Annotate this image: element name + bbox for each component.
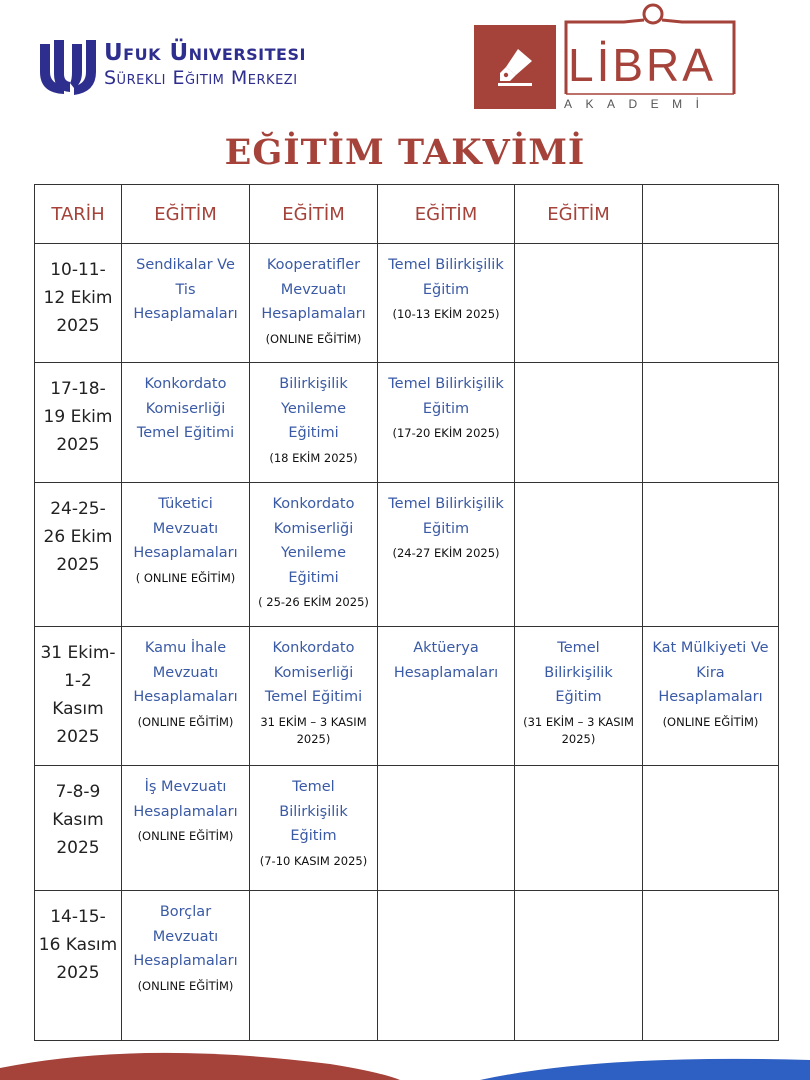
course-title-line: Bilirkişilik: [279, 803, 348, 820]
course-note: [250, 714, 377, 748]
course-title-line: Temel: [292, 779, 335, 795]
date-cell: [35, 627, 122, 766]
course-cell: [122, 766, 250, 891]
course-note-line: (10-13 EKİM 2025): [392, 307, 500, 321]
course-title-line: Konkordato: [272, 496, 355, 512]
page-title: EĞİTİM TAKVİMİ: [224, 132, 586, 173]
course-cell: [643, 766, 779, 891]
course-note: [515, 714, 642, 748]
course-title-line: İş Mevzuatı: [144, 779, 227, 795]
date-line: 2025: [56, 555, 100, 575]
course-title-line: Eğitim: [555, 689, 602, 705]
course-cell: [643, 627, 779, 766]
date-line: 2025: [56, 727, 100, 747]
date-cell: [35, 244, 122, 363]
course-cell: [643, 363, 779, 483]
ufuk-wordmark: [104, 40, 306, 90]
course-note-line: (ONLINE EĞİTİM): [662, 714, 759, 729]
course-title-line: Aktüerya: [413, 640, 479, 656]
course-cell: [250, 766, 378, 891]
course-note: [250, 450, 377, 467]
course-note-line: (24-27 EKİM 2025): [392, 546, 500, 560]
course-cell: [250, 483, 378, 627]
course-title-line: Eğitim: [422, 520, 470, 537]
course-note: [122, 828, 249, 845]
table-row: [35, 363, 779, 483]
libra-subtitle: AKADEMİ: [564, 97, 713, 111]
course-note-line: (ONLINE EĞİTİM): [265, 331, 362, 346]
course-cell: [515, 891, 643, 1041]
course-title-line: Temel Eğitimi: [264, 689, 363, 705]
course-cell: [378, 627, 515, 766]
header-training-5: [643, 185, 779, 244]
course-cell: [122, 363, 250, 483]
table-row: [35, 891, 779, 1041]
course-title-line: Bilirkişilik: [544, 664, 613, 681]
course-title-line: Kooperatifler: [266, 257, 361, 273]
course-note: [378, 306, 514, 323]
course-title-line: Temel Bilirkişilik: [388, 496, 504, 512]
course-title-line: Kamu İhale: [144, 640, 227, 656]
training-calendar-table: [34, 184, 779, 1041]
date-line: 1-2: [64, 671, 92, 691]
course-title-line: Temel Bilirkişilik: [388, 376, 504, 392]
date-line: 12 Ekim: [43, 288, 113, 308]
course-note-line: (17-20 EKİM 2025): [392, 426, 500, 440]
course-title-line: Eğitimi: [288, 569, 339, 586]
course-note-line: ( 25-26 EKİM 2025): [258, 595, 369, 609]
course-note: [122, 570, 249, 587]
date-line: 2025: [56, 435, 100, 455]
course-title-line: Yenileme: [280, 545, 347, 561]
course-title-line: Temel Bilirkişilik: [388, 257, 504, 273]
course-cell: [250, 363, 378, 483]
header-training-3: EĞİTİM: [378, 185, 515, 244]
course-title-line: Mevzuatı: [152, 928, 219, 945]
page-header: [0, 0, 810, 125]
course-cell: [378, 766, 515, 891]
date-line: 19 Ekim: [43, 407, 113, 427]
date-line: 14-15-: [50, 907, 106, 927]
course-title-line: Mevzuatı: [280, 281, 347, 298]
course-title-line: Konkordato: [272, 640, 355, 656]
date-line: 2025: [56, 963, 100, 983]
header-training-1: EĞİTİM: [122, 185, 250, 244]
course-title-line: Sendikalar Ve: [136, 257, 235, 273]
course-note: [122, 714, 249, 731]
course-note-line: (31 EKİM – 3 KASIM: [523, 714, 634, 729]
course-cell: [378, 891, 515, 1041]
date-line: 17-18-: [50, 379, 106, 399]
course-title-line: Konkordato: [144, 376, 227, 392]
course-title-line: Kira: [696, 664, 725, 681]
course-title-line: Mevzuatı: [152, 520, 219, 537]
course-note-line: (18 EKİM 2025): [269, 450, 358, 465]
course-cell: [250, 244, 378, 363]
course-cell: [515, 627, 643, 766]
course-cell: [515, 766, 643, 891]
course-note-line: 2025): [296, 731, 331, 746]
date-line: Kasım: [52, 810, 104, 830]
course-cell: [378, 483, 515, 627]
course-note: [643, 714, 778, 731]
course-title-line: Eğitim: [290, 828, 337, 844]
course-title-line: Tis: [175, 281, 196, 298]
date-line: 26 Ekim: [43, 527, 113, 547]
course-cell: [122, 483, 250, 627]
date-cell: [35, 766, 122, 891]
course-note: [250, 853, 377, 870]
date-cell: [35, 363, 122, 483]
course-title-line: Hesaplamaları: [133, 306, 238, 322]
course-title-line: Temel Eğitimi: [136, 425, 235, 441]
course-note: [378, 425, 514, 442]
course-title-line: Hesaplamaları: [393, 664, 499, 681]
course-note: [122, 978, 249, 995]
course-note: [250, 331, 377, 348]
course-cell: [643, 891, 779, 1041]
course-cell: [643, 244, 779, 363]
course-note-line: (ONLINE EĞİTİM): [137, 714, 234, 729]
ufuk-name: Ufuk Üniversitesi: [104, 40, 306, 66]
date-line: Kasım: [52, 699, 104, 719]
course-note-line: (7-10 KASIM 2025): [259, 853, 368, 868]
course-cell: [122, 891, 250, 1041]
date-line: 2025: [56, 838, 100, 858]
course-cell: [122, 244, 250, 363]
course-note: [378, 545, 514, 562]
course-title-line: Tüketici: [158, 496, 213, 512]
date-line: 31 Ekim-: [40, 643, 116, 663]
course-title-line: Eğitimi: [288, 425, 339, 441]
table-header-row: [35, 185, 779, 244]
header-training-2: EĞİTİM: [250, 185, 378, 244]
date-line: 10-11-: [50, 260, 106, 280]
table-row: [35, 627, 779, 766]
course-title-line: Komiserliği: [273, 520, 354, 537]
course-title-line: Mevzuatı: [152, 664, 219, 681]
course-cell: [250, 627, 378, 766]
table-row: [35, 244, 779, 363]
course-note-line: 31 EKİM – 3 KASIM: [260, 714, 367, 729]
course-note-line: (ONLINE EĞİTİM): [137, 829, 234, 843]
date-line: 2025: [56, 316, 100, 336]
course-cell: [515, 363, 643, 483]
course-cell: [643, 483, 779, 627]
course-title-line: Eğitim: [422, 281, 470, 298]
course-title-line: Kat Mülkiyeti Ve: [652, 640, 769, 656]
table-row: [35, 766, 779, 891]
course-cell: [515, 483, 643, 627]
date-line: 16 Kasım: [38, 935, 118, 955]
course-title-line: Borçlar: [159, 904, 212, 920]
course-note-line: 2025): [561, 731, 596, 746]
course-title-line: Hesaplamaları: [133, 953, 238, 969]
table-row: [35, 483, 779, 627]
course-note: [250, 594, 377, 611]
course-title-line: Hesaplamaları: [133, 803, 238, 820]
ufuk-u-logo-icon: [36, 38, 98, 96]
course-cell: [378, 244, 515, 363]
course-title-line: Bilirkişilik: [279, 376, 348, 392]
course-title-line: Hesaplamaları: [658, 689, 763, 705]
header-date: TARİH: [35, 185, 122, 244]
course-cell: [515, 244, 643, 363]
course-cell: [250, 891, 378, 1041]
date-line: 24-25-: [50, 499, 106, 519]
footer-wave: [0, 1040, 810, 1080]
header-training-4: EĞİTİM: [515, 185, 643, 244]
course-title-line: Eğitim: [422, 400, 470, 417]
course-title-line: Temel: [557, 640, 600, 656]
date-cell: [35, 891, 122, 1041]
libra-wordmark: LİBRA: [568, 39, 716, 91]
libra-logo-box: [474, 25, 556, 109]
course-title-line: Hesaplamaları: [133, 545, 238, 561]
date-cell: [35, 483, 122, 627]
course-title-line: Hesaplamaları: [261, 306, 366, 322]
course-note-line: ( ONLINE EĞİTİM): [135, 570, 236, 585]
course-note-line: (ONLINE EĞİTİM): [137, 978, 234, 993]
date-line: 7-8-9: [55, 782, 101, 802]
course-cell: [378, 363, 515, 483]
course-title-line: Komiserliği: [145, 400, 226, 417]
course-title-line: Komiserliği: [273, 664, 354, 681]
course-title-line: Yenileme: [280, 400, 347, 417]
course-cell: [122, 627, 250, 766]
fountain-pen-icon: [492, 45, 538, 89]
ufuk-subname: Sürekli Eğitim Merkezi: [104, 67, 298, 89]
course-title-line: Hesaplamaları: [133, 689, 238, 705]
